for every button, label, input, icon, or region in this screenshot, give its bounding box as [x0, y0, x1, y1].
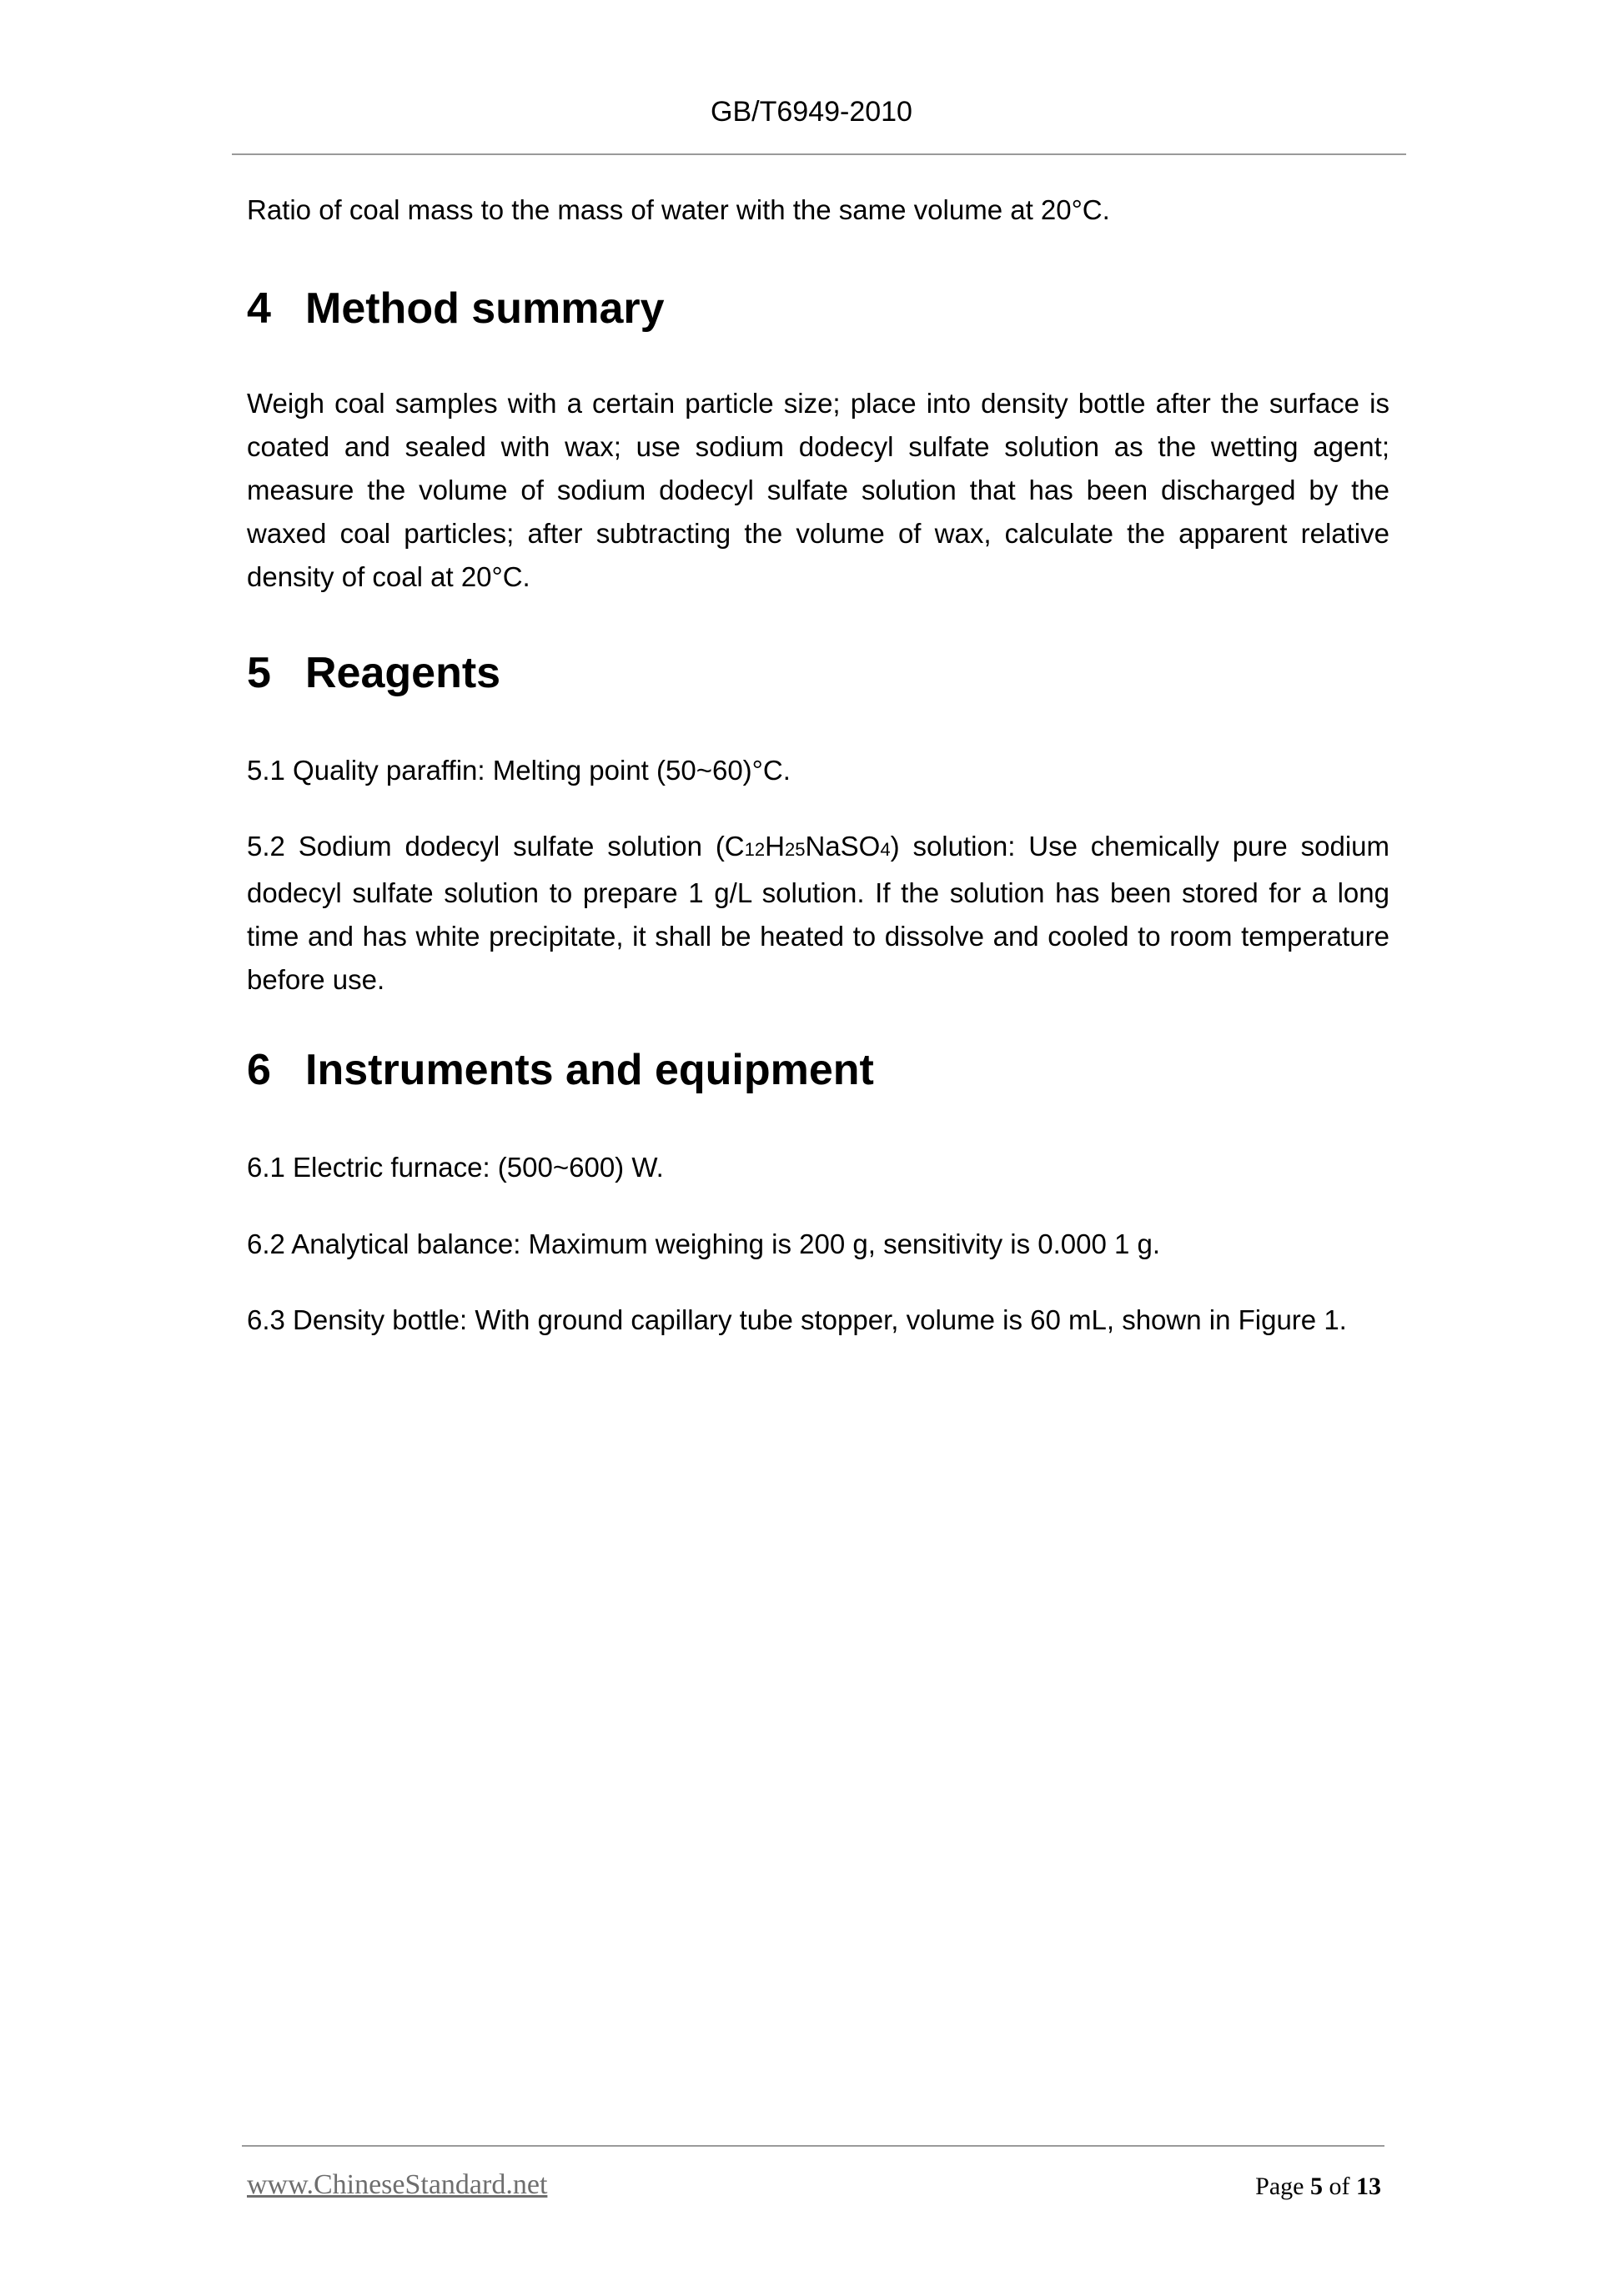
clause-5-2	[247, 825, 1389, 1002]
section-5-title: Reagents	[305, 649, 501, 697]
section-6-heading	[247, 1043, 874, 1097]
formula-subscript-12: 12	[744, 839, 766, 860]
clause-6-3: 6.3 Density bottle: With ground capillary tube stopper, volume is 60 mL, shown in Figure 1.	[247, 1304, 1347, 1335]
page-total: 13	[1356, 2173, 1381, 2200]
clause-5-2-text: ) solution: Use chemically pure sodium dodecyl sulfate solution to prepare 1 g/L solution. If the solution has been stored for a long time and has white precipitate, it shall be heated to dissolve and cooled to room temperature before use.	[247, 831, 1389, 995]
section-5-number: 5	[247, 649, 271, 697]
page-of-label: of	[1329, 2173, 1350, 2200]
clause-5-2-prefix: 5.2 Sodium dodecyl sulfate solution (C	[247, 831, 745, 862]
clause-6-1: 6.1 Electric furnace: (500~600) W.	[247, 1152, 664, 1183]
footer-website-link[interactable]: www.ChineseStandard.net	[247, 2169, 548, 2200]
section-4-body: Weigh coal samples with a certain particle size; place into density bottle after the surface is coated and sealed with wax; use sodium dodecyl sulfate solution as the wetting agent; measure the volume of sodium dodecyl sulfate solution that has been discharged by the waxed coal particles; after subtracting the volume of wax, calculate the apparent relative density of coal at 20°C.	[247, 388, 1389, 592]
section-4-heading	[247, 282, 665, 335]
header-standard-code: GB/T6949-2010	[711, 96, 912, 128]
page-current: 5	[1310, 2173, 1323, 2200]
section-6-title: Instruments and equipment	[305, 1046, 874, 1094]
formula-subscript-4: 4	[880, 839, 891, 860]
clause-5-1: 5.1 Quality paraffin: Melting point (50~60)°C.	[247, 755, 791, 786]
formula-subscript-25: 25	[784, 839, 806, 860]
footer-page-number	[1255, 2172, 1381, 2202]
footer-divider	[242, 2145, 1384, 2147]
formula-naso: NaSO	[805, 831, 881, 862]
clause-6-2: 6.2 Analytical balance: Maximum weighing is 200 g, sensitivity is 0.000 1 g.	[247, 1228, 1161, 1259]
page-label: Page	[1255, 2173, 1304, 2200]
formula-h: H	[765, 831, 785, 862]
section-5-heading	[247, 646, 500, 700]
section-4-number: 4	[247, 284, 271, 333]
section-6-number: 6	[247, 1046, 271, 1094]
header-divider	[232, 153, 1406, 155]
intro-definition-text: Ratio of coal mass to the mass of water with the same volume at 20°C.	[247, 194, 1110, 225]
section-4-title: Method summary	[305, 284, 665, 333]
